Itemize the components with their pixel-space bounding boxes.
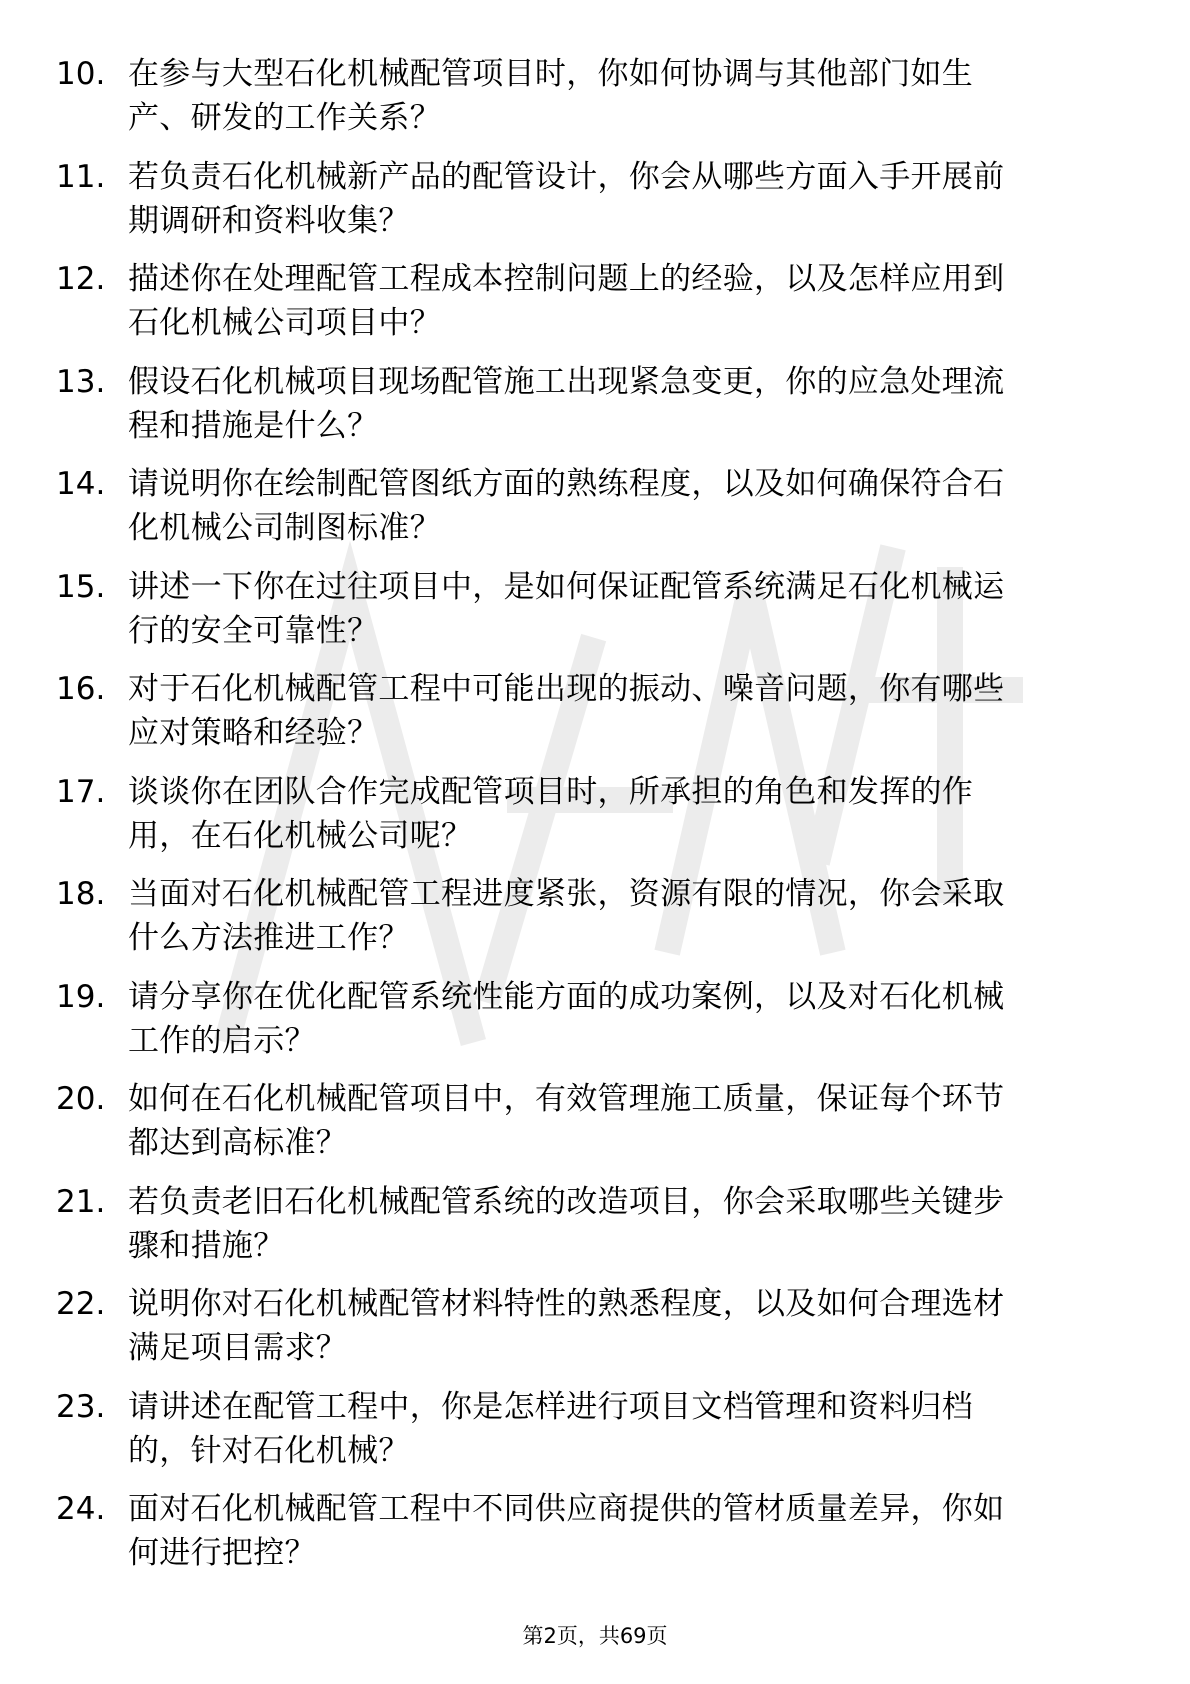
question-number: 16. <box>56 671 106 707</box>
question-text: 说明你对石化机械配管材料特性的熟悉程度，以及如何合理选材 满足项目需求？ <box>128 1286 1005 1366</box>
question-text: 描述你在处理配管工程成本控制问题上的经验，以及怎样应用到 石化机械公司项目中？ <box>128 261 1005 341</box>
list-item <box>0 975 1190 1078</box>
question-text: 如何在石化机械配管项目中，有效管理施工质量，保证每个环节 都达到高标准？ <box>128 1081 1005 1161</box>
question-number: 18. <box>56 876 106 912</box>
list-item <box>0 1487 1190 1590</box>
list-item <box>0 667 1190 770</box>
question-number: 20. <box>56 1081 106 1117</box>
question-number: 12. <box>56 261 106 297</box>
question-number: 15. <box>56 568 106 605</box>
question-number: 23. <box>56 1388 106 1425</box>
list-item <box>0 360 1190 463</box>
question-text: 若负责老旧石化机械配管系统的改造项目，你会采取哪些关键步 骤和措施？ <box>128 1183 1005 1264</box>
question-text: 面对石化机械配管工程中不同供应商提供的管材质量差异，你如 何进行把控？ <box>128 1491 1005 1571</box>
question-number: 13. <box>56 363 106 400</box>
page-indicator: 第2页，共69页 <box>522 1624 668 1648</box>
question-text: 假设石化机械项目现场配管施工出现紧急变更，你的应急处理流 程和措施是什么？ <box>128 363 1005 444</box>
question-number: 11. <box>56 158 106 195</box>
question-number: 19. <box>56 978 106 1015</box>
question-number: 24. <box>56 1491 106 1527</box>
question-text: 在参与大型石化机械配管项目时，你如何协调与其他部门如生 产、研发的工作关系？ <box>128 56 974 136</box>
question-text: 请分享你在优化配管系统性能方面的成功案例，以及对石化机械 工作的启示？ <box>128 978 1005 1059</box>
list-item <box>0 1282 1190 1385</box>
list-item <box>0 155 1190 258</box>
question-list <box>0 52 1190 1590</box>
question-text: 讲述一下你在过往项目中，是如何保证配管系统满足石化机械运 行的安全可靠性？ <box>128 568 1005 649</box>
list-item <box>0 770 1190 873</box>
question-text: 当面对石化机械配管工程进度紧张，资源有限的情况，你会采取 什么方法推进工作？ <box>128 876 1005 956</box>
question-text: 谈谈你在团队合作完成配管项目时，所承担的角色和发挥的作 用，在石化机械公司呢？ <box>128 773 974 854</box>
list-item <box>0 52 1190 155</box>
question-text: 请讲述在配管工程中，你是怎样进行项目文档管理和资料归档 的，针对石化机械？ <box>128 1388 974 1469</box>
list-item <box>0 565 1190 668</box>
question-number: 21. <box>56 1183 106 1220</box>
list-item <box>0 872 1190 975</box>
list-item <box>0 462 1190 565</box>
question-text: 若负责石化机械新产品的配管设计，你会从哪些方面入手开展前 期调研和资料收集？ <box>128 158 1005 239</box>
question-number: 17. <box>56 773 106 810</box>
list-item <box>0 1077 1190 1180</box>
list-item <box>0 257 1190 360</box>
question-number: 14. <box>56 466 106 502</box>
question-number: 10. <box>56 56 106 92</box>
question-number: 22. <box>56 1286 106 1322</box>
question-text: 请说明你在绘制配管图纸方面的熟练程度，以及如何确保符合石 化机械公司制图标准？ <box>128 466 1005 546</box>
list-item <box>0 1385 1190 1488</box>
list-item <box>0 1180 1190 1283</box>
question-text: 对于石化机械配管工程中可能出现的振动、噪音问题，你有哪些 应对策略和经验？ <box>128 671 1005 751</box>
